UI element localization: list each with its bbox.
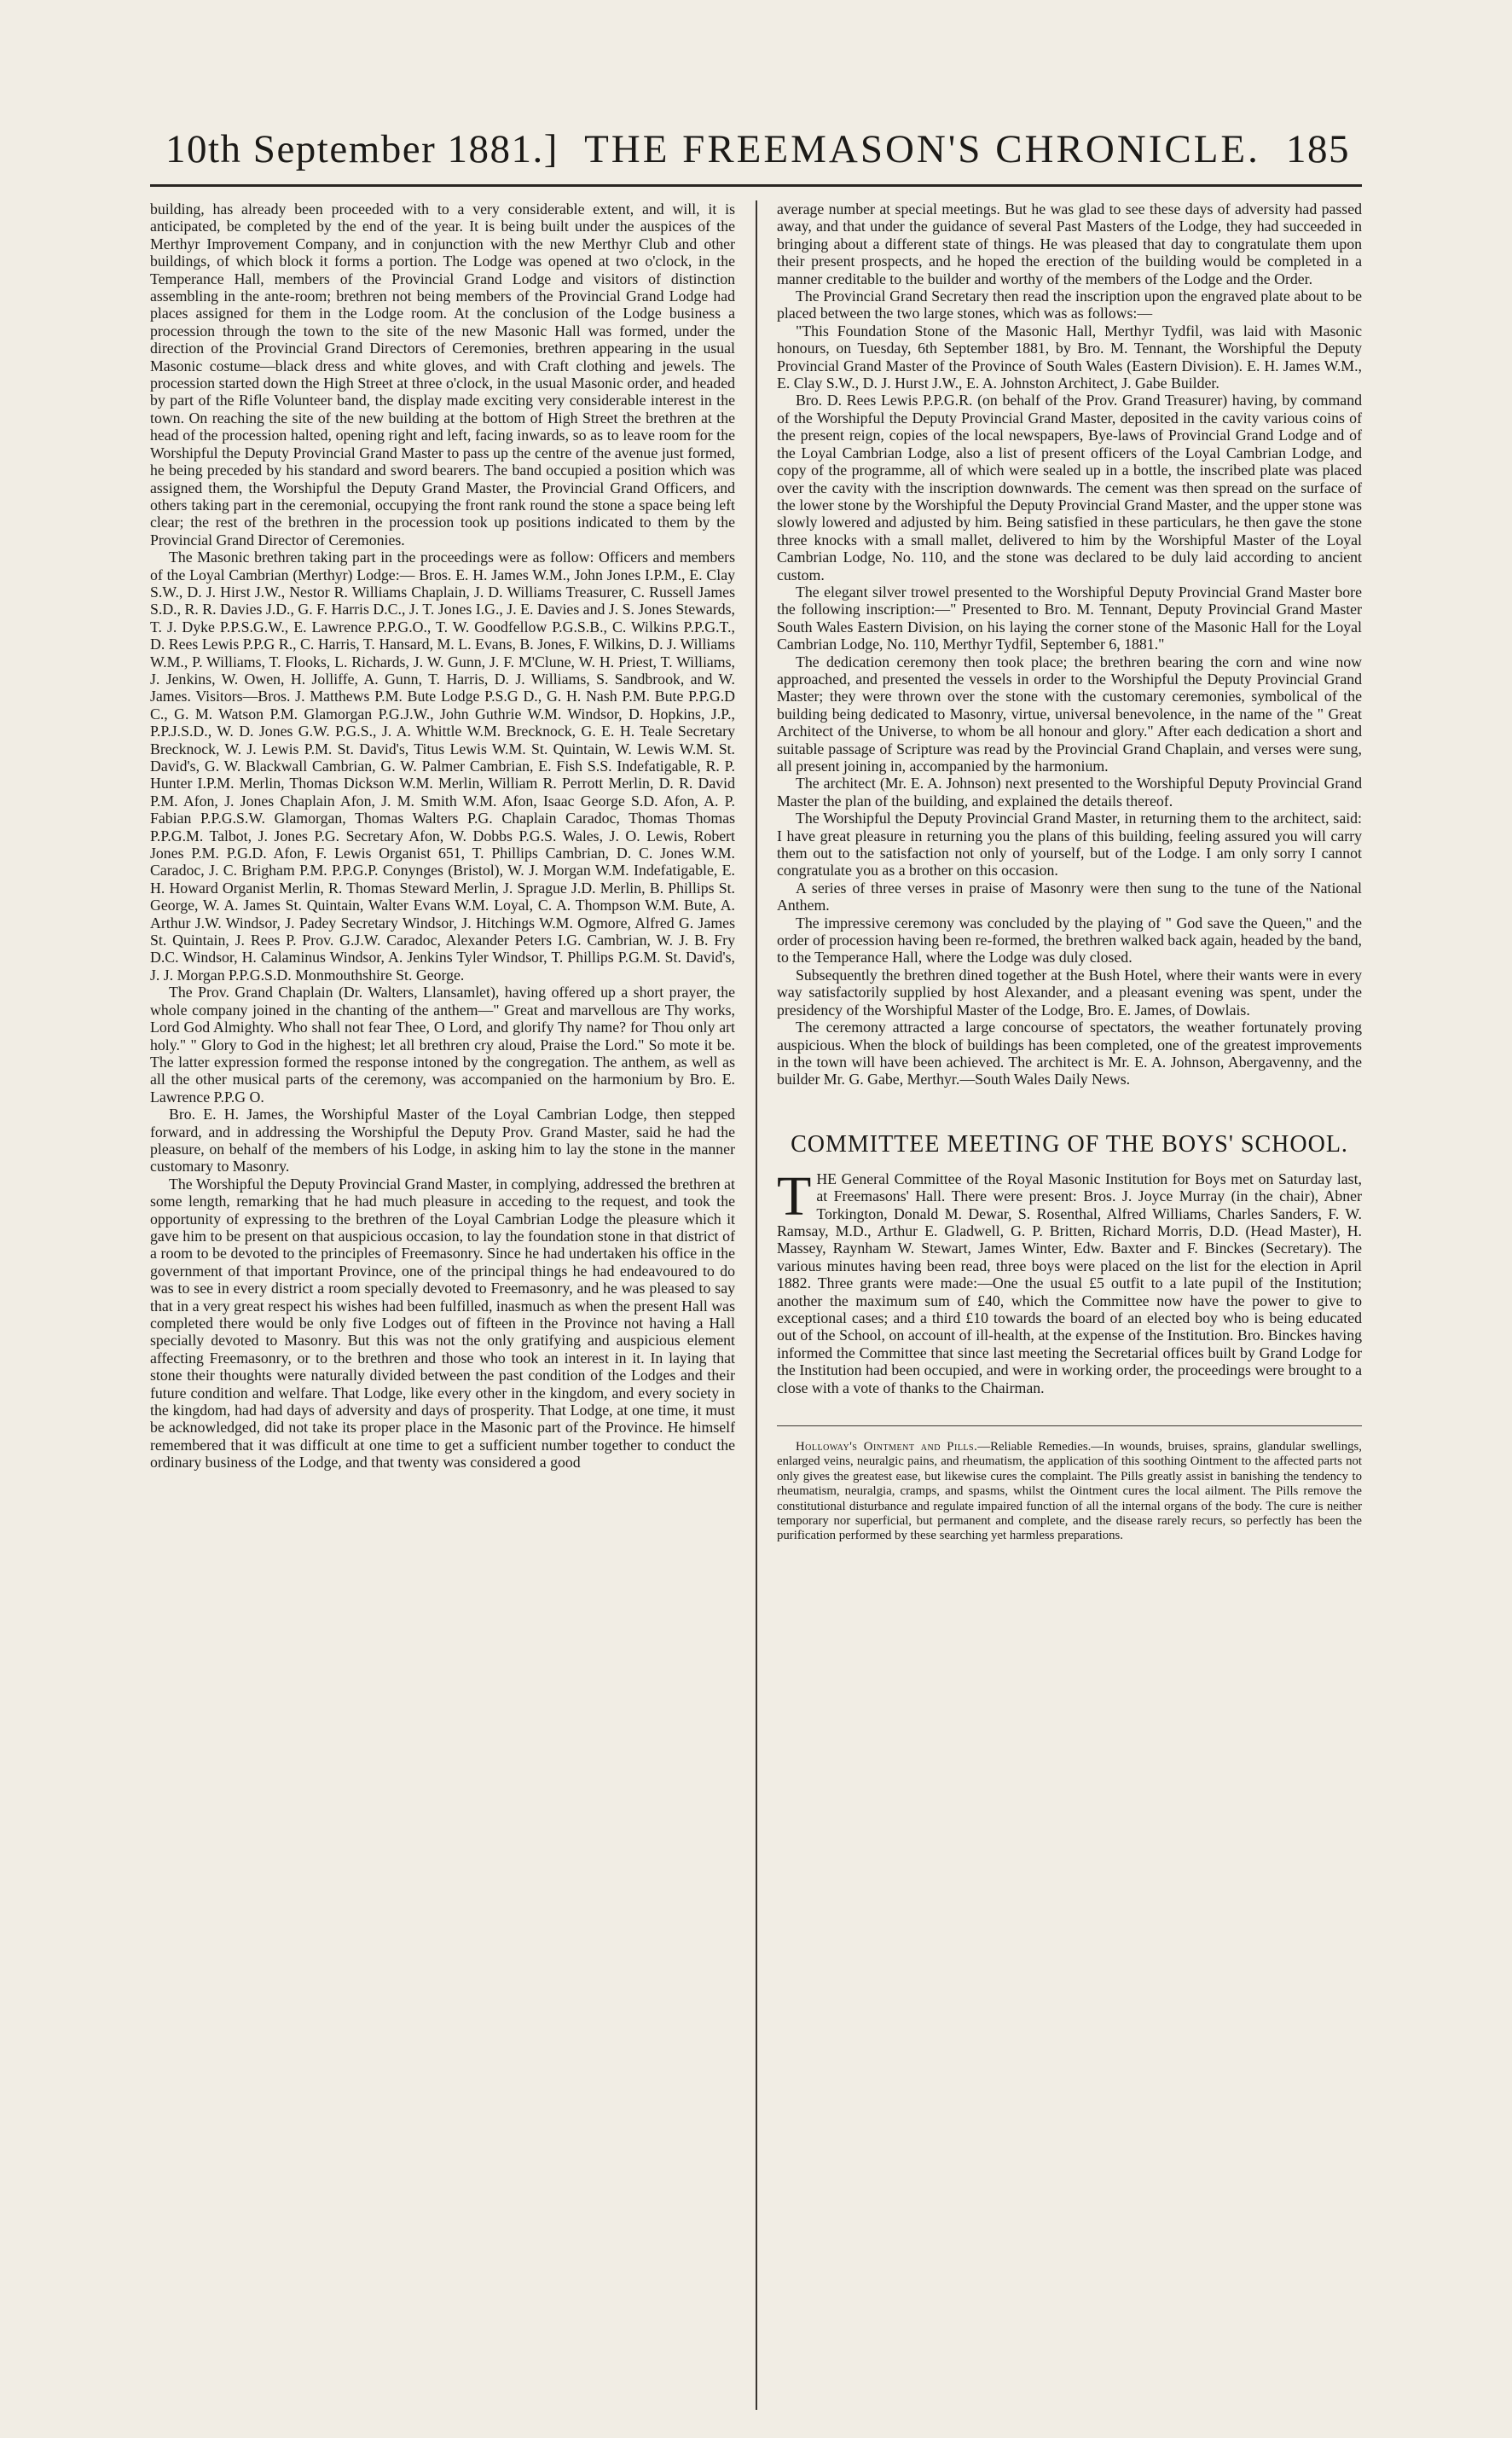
section-heading: COMMITTEE MEETING OF THE BOYS' SCHOOL. (791, 1130, 1348, 1158)
page-number: 185 (1286, 127, 1350, 171)
right-paragraph-11: Subsequently the brethren dined together at the Bush Hotel, where their wants were in every way satisfactorily supplied by host Alexander, and a pleasant evening was spent, under the presidency of the Worshipful Master of the Lodge, Bro. E. James, of Dowlais. (777, 966, 1362, 1019)
masthead (150, 126, 1362, 187)
right-paragraph-2: The Provincial Grand Secretary then read the inscription upon the engraved plate about to be placed between the two large stones, which was as follows:— (777, 287, 1362, 322)
left-paragraph-3: The Prov. Grand Chaplain (Dr. Walters, Llansamlet), having offered up a short prayer, the whole company joined in the chanting of the anthem—" Great and marvellous are Thy works, Lord God Almighty. Who shall not fear Thee, O Lord, and glorify Thy name? for Thou only art holy." " Glory to God in the highest; let all brethren cry aloud, Praise the Lord." So mote it be. The latter expression formed the response intoned by the congregation. The anthem, as well as all the other musical parts of the ceremony, was accompanied on the harmonium by Bro. E. Lawrence P.P.G O. (150, 984, 735, 1106)
right-column (765, 200, 1362, 1544)
left-paragraph-1: building, has already been proceeded with to a very considerable extent, and will, it is anticipated, be completed by the end of the year. It is being built under the auspices of the Merthyr Improvement Company, and in conjunction with the new Merthyr Club and other buildings, of which block it forms a portion. The Lodge was opened at two o'clock, in the Temperance Hall, members of the Provincial Grand Lodge and visitors of distinction assembling in the ante-room; brethren not being members of the Provincial Grand Lodge had places assigned for them in the Lodge room. At the conclusion of the Lodge business a procession through the town to the site of the new Masonic Hall was formed, under the direction of the Provincial Grand Directors of Ceremonies, brethren appearing in the usual Masonic costume—black dress and white gloves, and with Craft clothing and jewels. The procession started down the High Street at three o'clock, in the usual Masonic order, and headed by part of the Rifle Volunteer band, the display made exciting very considerable interest in the town. On reaching the site of the new building at the bottom of High Street the brethren at the head of the procession halted, opening right and left, facing inwards, so as to leave room for the Worshipful the Deputy Provincial Grand Master to pass up the centre of the avenue just formed, he being preceded by his standard and sword bearers. The band occupied a position which was assigned them, the Worshipful the Deputy Grand Master, the Provincial Grand Officers, and others taking part in the ceremonial, occupying the front rank round the stone a space being left clear; the rest of the brethren in the procession took up positions indicated to them by the Provincial Grand Director of Ceremonies. (150, 200, 735, 549)
right-paragraph-8: The Worshipful the Deputy Provincial Grand Master, in returning them to the architect, said: I have great pleasure in returning you the plans of this building, feeling assured you will carry them out to the satisfaction not only of yourself, but of the Lodge. I am only sorry I cannot congratulate you as a brother on this occasion. (777, 810, 1362, 879)
column-rule (756, 200, 757, 2410)
publication-title: THE FREEMASON'S CHRONICLE. (584, 127, 1260, 171)
right-paragraph-4: Bro. D. Rees Lewis P.P.G.R. (on behalf of the Prov. Grand Treasurer) having, by command of the Worshipful the Deputy Provincial Grand Master, deposited in the cavity various coins of the present reign, copies of the local newspapers, Bye-laws of Provincial Grand Lodge and of the Loyal Cambrian Lodge, also a list of present officers of the Loyal Cambrian Lodge, and copy of the programme, all of which were sealed up in a bottle, the inscribed plate was placed over the cavity with the inscription downwards. The cement was then spread on the surface of the lower stone by the Worshipful the Deputy Provincial Grand Master, and the upper stone was slowly lowered and adjusted by him. Being satisfied in these particulars, he then gave the stone three knocks with a small mallet, delivered to him by the Worshipful Master of the Loyal Cambrian Lodge, No. 110, and the stone was declared to be duly laid according to ancient custom. (777, 392, 1362, 583)
left-column (150, 200, 747, 1544)
right-paragraph-7: The architect (Mr. E. A. Johnson) next presented to the Worshipful Deputy Provincial Grand Master the plan of the building, and explained the details thereof. (777, 775, 1362, 810)
article-columns (150, 200, 1362, 1544)
section-paragraph (777, 1164, 1362, 1396)
right-paragraph-1: average number at special meetings. But he was glad to see these days of adversity had passed away, and that under the guidance of several Past Masters of the Lodge, they had succeeded in bringing about a different state of things. He was pleased that day to congratulate them upon their present prospects, and he hoped the erection of the building would be completed in a manner creditable to the builder and worthy of the members of the Lodge and the Order. (777, 200, 1362, 287)
right-paragraph-12: The ceremony attracted a large concourse of spectators, the weather fortunately proving auspicious. When the block of buildings has been completed, one of the greatest improvements in the town will have been achieved. The architect is Mr. E. A. Johnson, Abergavenny, and the builder Mr. G. Gabe, Merthyr.—South Wales Daily News. (777, 1019, 1362, 1088)
advertisement (777, 1440, 1362, 1544)
left-paragraph-4: Bro. E. H. James, the Worshipful Master of the Loyal Cambrian Lodge, then stepped forward, and in addressing the Worshipful the Deputy Prov. Grand Master, said he had the pleasure, on behalf of the members of his Lodge, in asking him to lay the stone in the manner customary to Masonry. (150, 1106, 735, 1175)
left-paragraph-2: The Masonic brethren taking part in the proceedings were as follow: Officers and members of the Loyal Cambrian (Merthyr) Lodge:— Bros. E. H. James W.M., John Jones I.P.M., E. Clay S.W., D. J. Hirst J.W., Nestor R. Williams Chaplain, J. D. Williams Treasurer, C. Russell James S.D., R. R. Davies J.D., G. F. Harris D.C., J. T. Jones I.G., J. E. Davies and J. S. Jones Stewards, T. J. Dyke P.P.S.G.W., E. Lawrence P.P.G.O., T. W. Goodfellow P.G.S.B., C. Wilkins P.P.G.T., D. Rees Lewis P.P.G R., C. Harris, T. Hansard, M. L. Evans, B. Jones, F. Wilkins, D. J. Williams W.M., P. Williams, T. Flooks, L. Richards, J. W. Gunn, J. F. M'Clune, W. H. Priest, T. Williams, J. Jenkins, W. Owen, H. Jolliffe, A. Gunn, T. Harris, D. J. Williams, S. Sandbrook, and W. James. Visitors—Bros. J. Matthews P.M. Bute Lodge P.S.G D., G. H. Nash P.M. Bute P.P.G.D C., G. M. Watson P.M. Glamorgan P.G.J.W., John Guthrie W.M. Windsor, D. Hopkins, J.P., P.P.J.S.D., W. D. Jones G.W. P.G.S., J. A. Whittle W.M. Brecknock, G. E. H. Teale Secretary Brecknock, W. J. Lewis P.M. St. David's, Titus Lewis W.M. St. Quintain, W. Lewis W.M. St. David's, G. W. Blackwall Cambrian, G. W. Palmer Cambrian, E. Fish S.S. Indefatigable, R. P. Hunter I.P.M. Merlin, Thomas Dickson W.M. Merlin, William R. Perrott Merlin, D. R. David P.M. Afon, J. Jones Chaplain Afon, J. M. Smith W.M. Afon, Isaac George S.D. Afon, A. P. Fabian P.P.G.S.W. Glamorgan, Thomas Walters P.G. Chaplain Caradoc, Thomas Thomas P.P.G.M. Talbot, J. Jones P.G. Secretary Afon, W. Dobbs P.G.S. Wales, J. O. Lewis, Robert Jones P.M. P.G.D. Afon, F. Lewis Organist 651, T. Phillips Cambrian, D. C. Jones W.M. Caradoc, J. C. Brigham P.M. P.P.G.P. Conynges (Bristol), W. J. Morgan W.M. Indefatigable, E. H. Howard Organist Merlin, R. Thomas Steward Merlin, J. Sprague J.D. Merlin, B. Phillips St. George, W. A. James St. Quintain, Walter Evans W.M. Loyal, C. A. Thompson W.M. Bute, A. Arthur J.W. Windsor, J. Padey Secretary Windsor, J. Hitchings W.M. Ogmore, Alfred G. James St. Quintain, J. Rees P. Prov. G.J.W. Caradoc, Alexander Peters I.G. Cambrian, W. J. B. Fry D.C. Windsor, H. Calaminus Windsor, A. Jenkins Tyler Windsor, T. Phillips P.G.M. St. David's, J. J. Morgan P.P.G.S.D. Monmouthshire St. George. (150, 549, 735, 984)
issue-date: 10th September 1881.] (165, 127, 559, 171)
right-paragraph-6: The dedication ceremony then took place; the brethren bearing the corn and wine now approached, and presented the vessels in order to the Worshipful the Deputy Provincial Grand Master; they were thrown over the stone with the customary ceremonies, symbolical of the building being dedicated to Masonry, virtue, universal benevolence, in the name of the " Great Architect of the Universe, to whom be all honour and glory." After each dedication a short and suitable passage of Scripture was read by the Provincial Grand Chaplain, and verses were sung, all present joining in, accompanied by the harmonium. (777, 653, 1362, 775)
advertisement-text: —Reliable Remedies.—In wounds, bruises, sprains, glandular swellings, enlarged veins, neuralgic pains, and rheumatism, the application of this soothing Ointment to the affected parts not only gives the greatest ease, but likewise cures the complaint. The Pills greatly assist in banishing the tendency to rheumatism, neuralgia, cramps, and spasms, whilst the Ointment cures the local ailment. The Pills remove the constitutional disturbance and regulate impaired function of all the internal organs of the body. The cure is neither temporary nor superficial, but permanent and complete, and the disease rarely recurs, so perfectly has been the purification performed by these searching yet harmless preparations. (777, 1440, 1362, 1543)
right-paragraph-5: The elegant silver trowel presented to the Worshipful Deputy Provincial Grand Master bore the following inscription:—" Presented to Bro. M. Tennant, Deputy Provincial Grand Master South Wales Eastern Division, on his laying the corner stone of the Masonic Hall for the Loyal Cambrian Lodge, No. 110, Merthyr Tydfil, September 6, 1881." (777, 583, 1362, 653)
right-paragraph-10: The impressive ceremony was concluded by the playing of " God save the Queen," and the order of procession having been re-formed, the brethren walked back again, headed by the band, to the Temperance Hall, where the Lodge was duly closed. (777, 914, 1362, 966)
advertisement-lead: Holloway's Ointment and Pills. (796, 1440, 978, 1454)
right-paragraph-3: "This Foundation Stone of the Masonic Hall, Merthyr Tydfil, was laid with Masonic honours, on Tuesday, 6th September 1881, by Bro. M. Tennant, the Worshipful the Deputy Provincial Grand Master of the Province of South Wales (Eastern Division). E. H. James W.M., E. Clay S.W., D. J. Hurst J.W., E. A. Johnston Architect, J. Gabe Builder. (777, 322, 1362, 392)
drop-cap-letter: T (777, 1164, 812, 1228)
right-paragraph-9: A series of three verses in praise of Masonry were then sung to the tune of the National Anthem. (777, 879, 1362, 914)
advertisement-rule (777, 1425, 1362, 1426)
left-paragraph-5: The Worshipful the Deputy Provincial Grand Master, in complying, addressed the brethren at some length, remarking that he had much pleasure in acceding to the request, and took the opportunity of expressing to the brethren of the Loyal Cambrian Lodge the pleasure which it gave him to be present on that auspicious occasion, to lay the foundation stone in that district of a room to be devoted to the principles of Freemasonry. Since he had undertaken his office in the government of that important Province, one of the principal things he had endeavoured to do was to see in every district a room specially devoted to Freemasonry, and he was pleased to say that in a very great respect his wishes had been fulfilled, inasmuch as when the present Hall was completed there would be only five Lodges out of fifteen in the Province not having a Hall specially devoted to Masonry. But this was not the only gratifying and auspicious element affecting Freemasonry, or to the brethren and those who took an interest in it. In laying that stone their thoughts were naturally divided between the past condition of the Lodges and their future condition and welfare. That Lodge, like every other in the kingdom, and every society in the kingdom, had had days of adversity and days of prosperity. That Lodge, at one time, it must be acknowledged, did not take its proper place in the Masonic part of the Province. He himself remembered that it was difficult at one time to get a sufficient number together to conduct the ordinary business of the Lodge, and that twenty was considered a good (150, 1175, 735, 1472)
section-paragraph-text: HE General Committee of the Royal Masonic Institution for Boys met on Saturday last, at Freemasons' Hall. There were present: Bros. J. Joyce Murray (in the chair), Abner Torkington, Donald M. Dewar, S. Rosenthal, Alfred Williams, Charles Sanders, F. W. Ramsay, M.D., Arthur E. Gladwell, G. P. Britten, Richard Morris, D.D. (Head Master), H. Massey, Raynham W. Stewart, James Winter, Edw. Baxter and F. Binckes (Secretary). The various minutes having been read, three boys were placed on the list for the election in April 1882. Three grants were made:—One the usual £5 outfit to a late pupil of the Institution; another the maximum sum of £40, which the Committee now have the power to give to exceptional cases; and a third £10 towards the board of an elected boy who is being educated out of the School, on account of ill-health, at the expense of the Institution. Bro. Binckes having informed the Committee that since last meeting the Secretarial offices built by Grand Lodge for the Institution had been occupied, and were in working order, the proceedings were brought to a close with a vote of thanks to the Chairman. (777, 1170, 1362, 1396)
